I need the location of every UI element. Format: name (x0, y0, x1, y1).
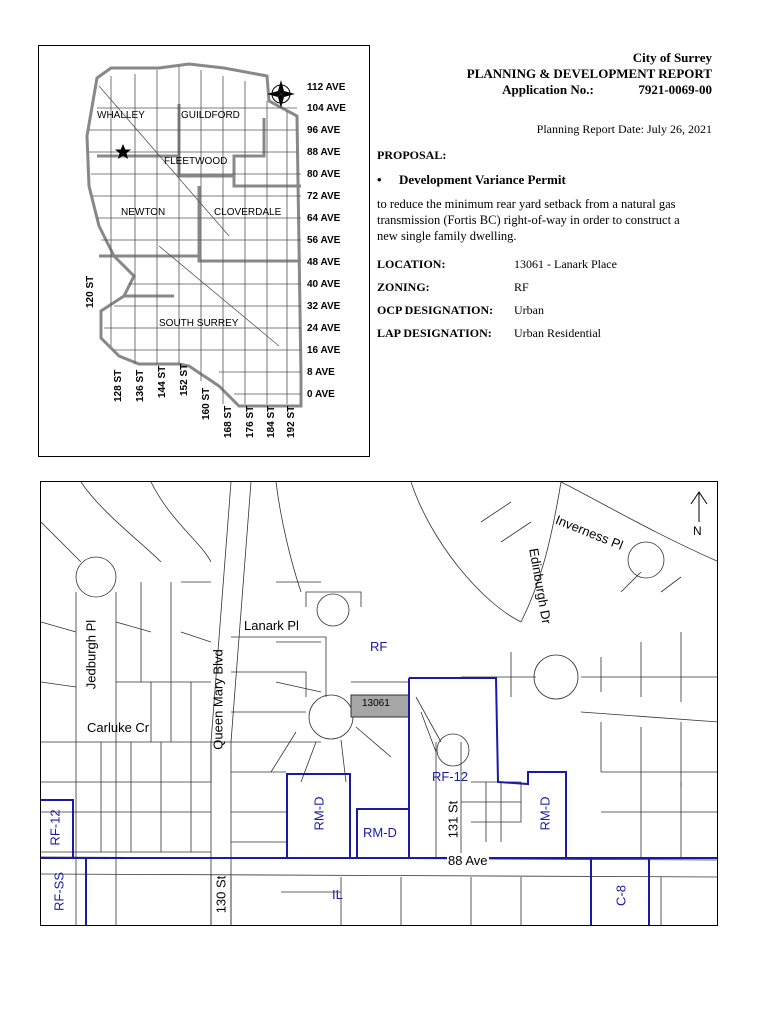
application-label: Application No.: (502, 82, 594, 97)
zone-rf: RF (370, 639, 388, 654)
north-arrow-icon (691, 492, 707, 522)
ave-8: 8 AVE (307, 367, 335, 378)
street-queen-mary-blvd: Queen Mary Blvd (210, 649, 226, 750)
st-120: 120 ST (85, 275, 96, 308)
key-map (38, 45, 370, 457)
detail-value: Urban Residential (514, 326, 601, 340)
application-line (467, 82, 712, 98)
street-edinburgh-dr: Edinburgh Dr (526, 547, 555, 626)
detail-label: ZONING: (377, 280, 430, 294)
site-map (40, 481, 718, 926)
detail-value: Urban (514, 303, 544, 317)
zone-c8: C-8 (613, 885, 629, 906)
ave-48: 48 AVE (307, 257, 341, 268)
area-whalley: WHALLEY (97, 110, 145, 121)
ave-24: 24 AVE (307, 323, 341, 334)
ave-56: 56 AVE (307, 235, 341, 246)
zone-rf12-left: RF-12 (47, 809, 63, 846)
ave-0: 0 AVE (307, 389, 335, 400)
area-fleetwood: FLEETWOOD (164, 156, 228, 167)
ave-64: 64 AVE (307, 213, 341, 224)
zone-rfss: RF-SS (51, 872, 67, 911)
ave-16: 16 AVE (307, 345, 341, 356)
ave-112: 112 AVE (307, 82, 346, 93)
bullet: • (377, 172, 382, 187)
street-carluke-cr: Carluke Cr (87, 720, 150, 735)
street-88-ave: 88 Ave (448, 853, 488, 868)
detail-value: RF (514, 280, 529, 294)
detail-value: 13061 - Lanark Place (514, 257, 617, 271)
st-128: 128 ST (113, 369, 124, 402)
street-131-st: 131 St (445, 800, 461, 839)
zone-rmd-mid: RM-D (363, 825, 397, 840)
st-144: 144 ST (157, 365, 168, 398)
ave-88: 88 AVE (307, 147, 341, 158)
permit-item (377, 172, 566, 188)
street-lanark-pl: Lanark Pl (244, 618, 299, 633)
report-date: Planning Report Date: July 26, 2021 (536, 122, 712, 136)
zone-rmd-left: RM-D (311, 796, 327, 831)
area-guildford: GUILDFORD (181, 110, 240, 121)
ave-96: 96 AVE (307, 125, 341, 136)
area-south-surrey: SOUTH SURREY (159, 318, 239, 329)
permit-type: Development Variance Permit (399, 172, 566, 187)
st-160: 160 ST (201, 387, 212, 420)
detail-label: LAP DESIGNATION: (377, 326, 492, 340)
st-136: 136 ST (135, 369, 146, 402)
application-number: 7921-0069-00 (638, 82, 712, 97)
zone-rmd-right: RM-D (537, 796, 553, 831)
st-184: 184 ST (266, 405, 277, 438)
street-inverness-pl: Inverness Pl (553, 512, 626, 553)
proposal-label: PROPOSAL: (377, 148, 447, 162)
ave-104: 104 AVE (307, 103, 346, 114)
st-176: 176 ST (245, 405, 256, 438)
zone-rf12-right: RF-12 (432, 769, 469, 784)
north-label: N (693, 524, 702, 538)
detail-label: LOCATION: (377, 257, 446, 271)
area-newton: NEWTON (121, 207, 166, 218)
st-192: 192 ST (286, 405, 297, 438)
zone-il: IL (332, 887, 343, 902)
report-type: PLANNING & DEVELOPMENT REPORT (466, 66, 712, 81)
st-152: 152 ST (179, 363, 190, 396)
proposal-description: to reduce the minimum rear yard setback from a natural gas transmission (Fortis BC) right-of-way in order to construct a new single family dwelling. (377, 197, 680, 243)
ave-72: 72 AVE (307, 191, 341, 202)
street-130-st: 130 St (213, 875, 229, 914)
ave-40: 40 AVE (307, 279, 341, 290)
street-jedburgh-pl: Jedburgh Pl (83, 619, 99, 690)
ave-32: 32 AVE (307, 301, 341, 312)
detail-label: OCP DESIGNATION: (377, 303, 494, 317)
report-header (467, 50, 712, 98)
city-name: City of Surrey (632, 50, 712, 65)
st-168: 168 ST (223, 405, 234, 438)
ave-80: 80 AVE (307, 169, 341, 180)
area-cloverdale: CLOVERDALE (214, 207, 282, 218)
subject-lot-label: 13061 (362, 698, 390, 709)
